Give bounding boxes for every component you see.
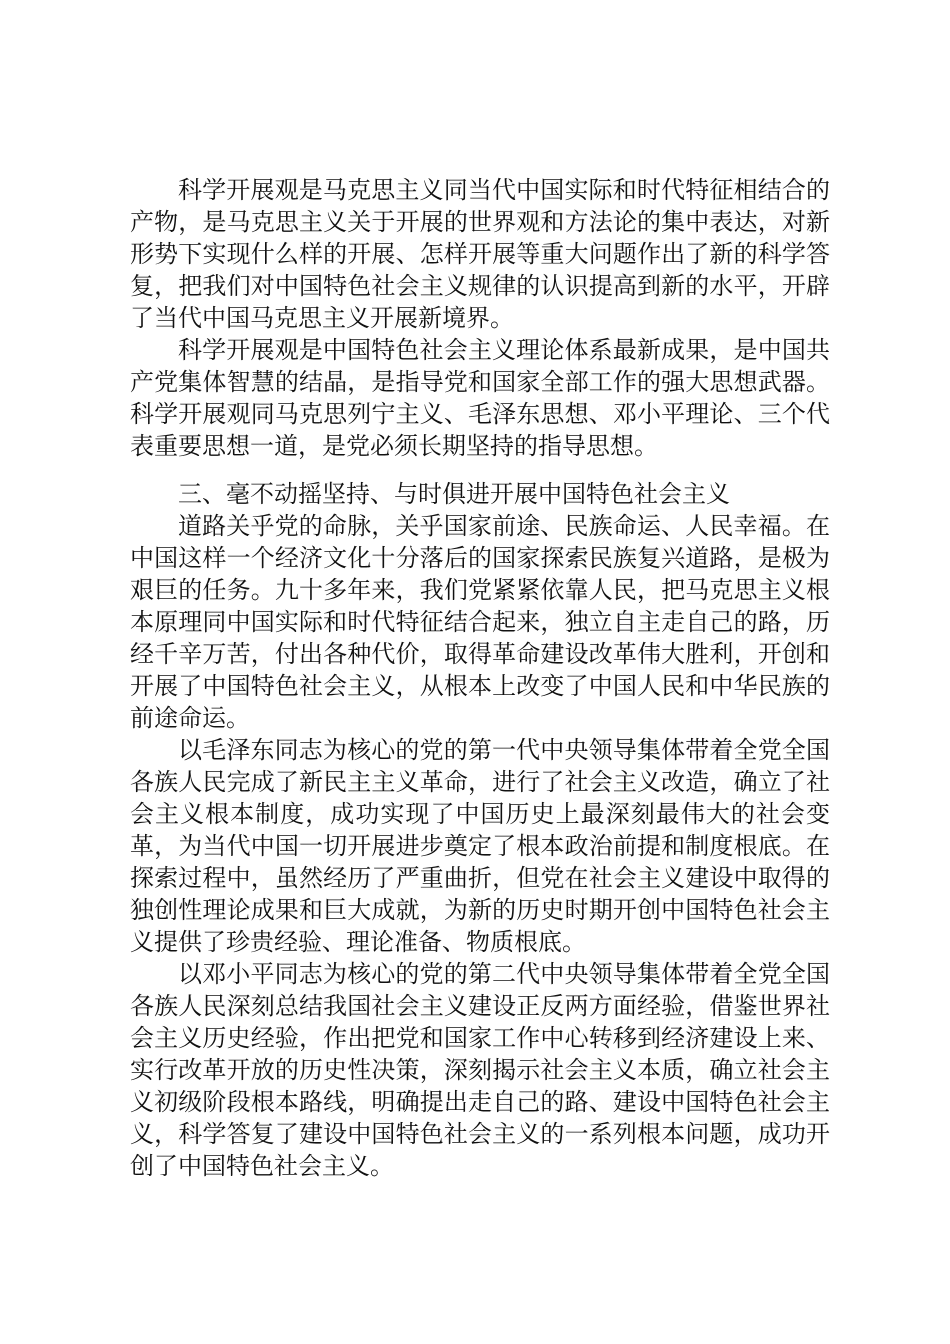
paragraph-scientific-outlook: 科学开展观是马克思主义同当代中国实际和时代特征相结合的产物，是马克思主义关于开展的世界观和方法论的集中表达，对新形势下实现什么样的开展、怎样开展等重大问题作出了新的科学答复，把我们对中国特色社会主义规律的认识提高到新的水平，开辟了当代中国马克思主义开展新境界。 [130, 176, 830, 332]
paragraph-theory-system: 科学开展观是中国特色社会主义理论体系最新成果，是中国共产党集体智慧的结晶，是指导党和国家全部工作的强大思想武器。科学开展观同马克思列宁主义、毛泽东思想、邓小平理论、三个代表重要思想一道，是党必须长期坚持的指导思想。 [130, 336, 830, 460]
paragraph-first-generation: 以毛泽东同志为核心的党的第一代中央领导集体带着全党全国各族人民完成了新民主主义革命，进行了社会主义改造，确立了社会主义根本制度，成功实现了中国历史上最深刻最伟大的社会变革，为当代中国一切开展进步奠定了根本政治前提和制度根底。在探索过程中，虽然经历了严重曲折，但党在社会主义建设中取得的独创性理论成果和巨大成就，为新的历史时期开创中国特色社会主义提供了珍贵经验、理论准备、物质根底。 [130, 736, 830, 956]
paragraph-road: 道路关乎党的命脉，关乎国家前途、民族命运、人民幸福。在中国这样一个经济文化十分落后的国家探索民族复兴道路，是极为艰巨的任务。九十多年来，我们党紧紧依靠人民，把马克思主义根本原理同中国实际和时代特征结合起来，独立自主走自己的路，历经千辛万苦，付出各种代价，取得革命建设改革伟大胜利，开创和开展了中国特色社会主义，从根本上改变了中国人民和中华民族的前途命运。 [130, 512, 830, 732]
paragraph-second-generation: 以邓小平同志为核心的党的第二代中央领导集体带着全党全国各族人民深刻总结我国社会主义建设正反两方面经验，借鉴世界社会主义历史经验，作出把党和国家工作中心转移到经济建设上来、实行改革开放的历史性决策，深刻揭示社会主义本质，确立社会主义初级阶段根本路线，明确提出走自己的路、建设中国特色社会主义，科学答复了建设中国特色社会主义的一系列根本问题，成功开创了中国特色社会主义。 [130, 960, 830, 1180]
text-block-part1 [130, 174, 830, 462]
text-block-part2 [130, 478, 830, 1182]
section-heading: 三、毫不动摇坚持、与时俱进开展中国特色社会主义 [178, 480, 730, 508]
